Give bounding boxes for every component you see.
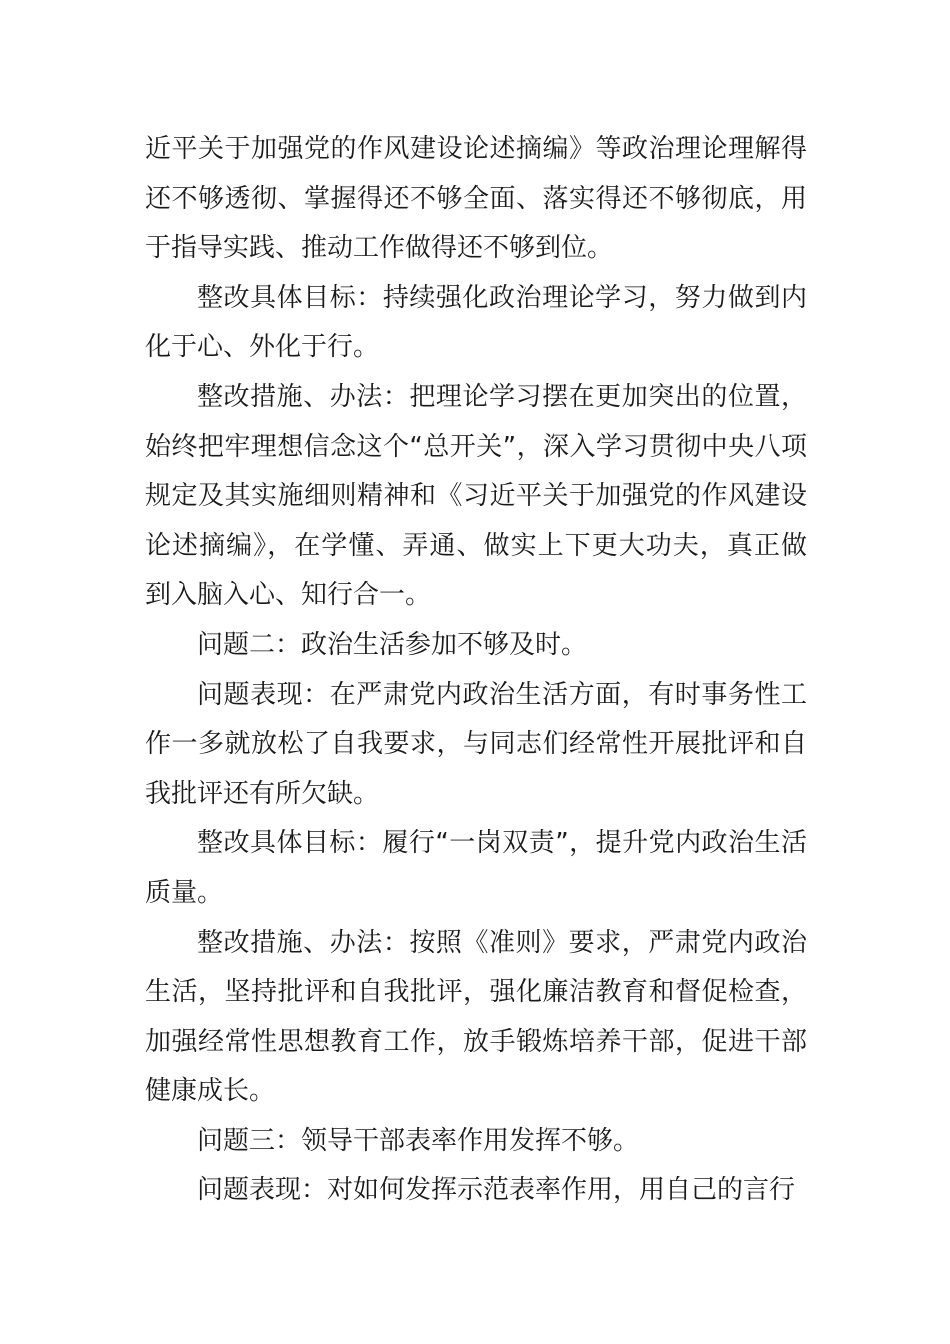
paragraph-rectification-goal: 整改具体目标：履行“一岗双责”，提升党内政治生活质量。 — [145, 828, 807, 908]
paragraph-rectification-measures: 整改措施、办法：按照《准则》要求，严肃党内政治生活，坚持批评和自我批评，强化廉洁教育和督促检查，加强经常性思想教育工作，放手锻炼培养干部，促进干部健康成长。 — [145, 927, 807, 1107]
paragraph-issue-manifestation: 问题表现：对如何发挥示范表率作用，用自己的言行 — [197, 1175, 796, 1206]
paragraph-rectification-measures: 整改措施、办法：把理论学习摆在更加突出的位置，始终把牢理想信念这个“总开关”，深入学习贯彻中央八项规定及其实施细则精神和《习近平关于加强党的作风建设论述摘编》，在学懂、弄通、做实上下更大功夫，真正做到入脑入心、知行合一。 — [145, 381, 807, 611]
paragraph-issue-heading: 问题二：政治生活参加不够及时。 — [197, 629, 588, 660]
paragraph-rectification-goal: 整改具体目标：持续强化政治理论学习，努力做到内化于心、外化于行。 — [145, 282, 807, 363]
paragraph-issue-manifestation: 问题表现：在严肃党内政治生活方面，有时事务性工作一多就放松了自我要求，与同志们经常性开展批评和自我批评还有所欠缺。 — [145, 679, 807, 809]
document-body — [145, 125, 807, 1216]
paragraph-issue-heading: 问题三：领导干部表率作用发挥不够。 — [197, 1125, 640, 1156]
paragraph-continuation: 近平关于加强党的作风建设论述摘编》等政治理论理解得还不够透彻、掌握得还不够全面、落实得还不够彻底，用于指导实践、推动工作做得还不够到位。 — [145, 134, 807, 264]
